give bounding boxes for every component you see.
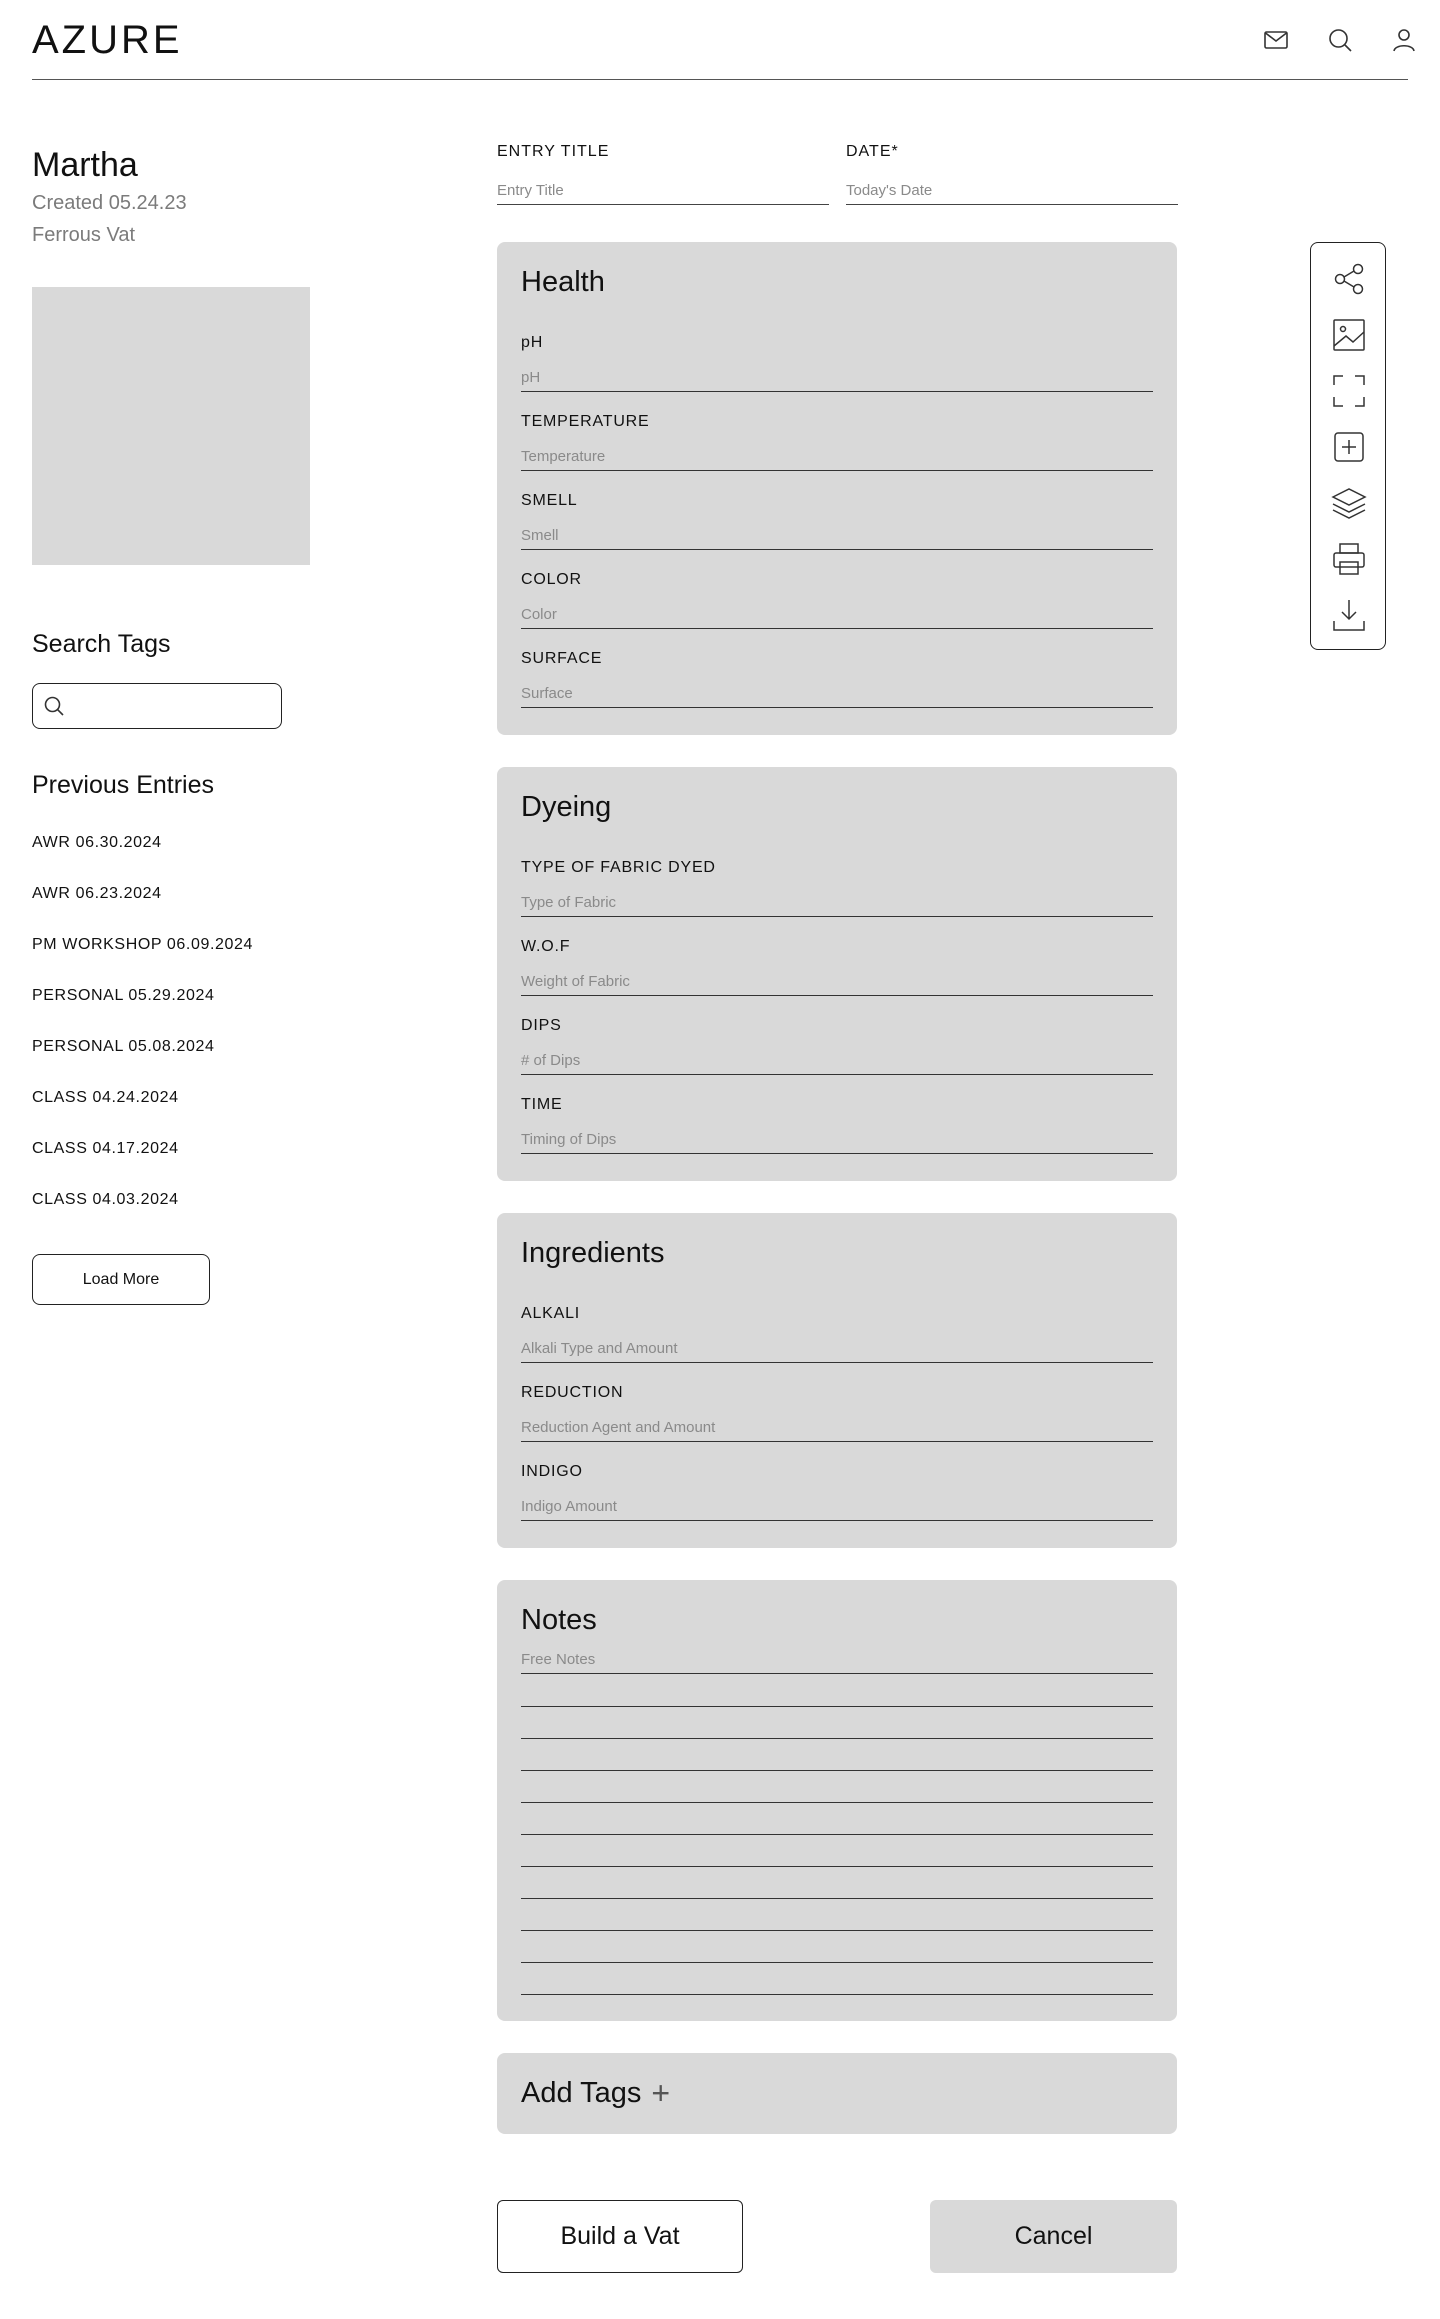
smell-label: SMELL [521,492,578,509]
date-input[interactable] [846,177,1178,205]
print-icon[interactable] [1331,541,1367,577]
search-tags-input[interactable] [73,690,273,722]
note-line[interactable] [521,1930,1153,1931]
note-line[interactable] [521,1802,1153,1803]
entry-link[interactable]: PERSONAL 05.08.2024 [32,1038,215,1055]
entry-link[interactable]: PM WORKSHOP 06.09.2024 [32,936,253,953]
entry-link[interactable]: AWR 06.23.2024 [32,885,162,902]
time-input[interactable] [521,1126,1153,1154]
notes-title: Notes [521,1604,597,1636]
fullscreen-icon[interactable] [1331,373,1367,409]
alkali-input[interactable] [521,1335,1153,1363]
image-icon[interactable] [1331,317,1367,353]
time-label: TIME [521,1096,563,1113]
mail-icon[interactable] [1262,26,1290,54]
temperature-label: TEMPERATURE [521,413,650,430]
notes-panel [497,1580,1177,2021]
wof-label: W.O.F [521,938,571,955]
date-field [846,143,1178,205]
add-icon[interactable] [1331,429,1367,465]
indigo-input[interactable] [521,1493,1153,1521]
note-line[interactable] [521,1962,1153,1963]
temperature-input[interactable] [521,443,1153,471]
add-tags-label: Add Tags [521,2077,642,2109]
dyeing-title: Dyeing [521,791,612,823]
note-line[interactable] [521,1706,1153,1707]
health-panel [497,242,1177,735]
profile-vat-type: Ferrous Vat [32,224,135,246]
layers-icon[interactable] [1331,485,1367,521]
dips-label: DIPS [521,1017,562,1034]
notes-input[interactable] [521,1646,1153,1674]
note-line[interactable] [521,1834,1153,1835]
smell-input[interactable] [521,522,1153,550]
ph-input[interactable] [521,364,1153,392]
entry-title-field [497,143,829,205]
profile-photo[interactable] [32,287,310,565]
ingredients-title: Ingredients [521,1237,665,1269]
wof-input[interactable] [521,968,1153,996]
note-line[interactable] [521,1866,1153,1867]
previous-entries-list [32,834,253,1242]
fabric-type-label: TYPE OF FABRIC DYED [521,859,716,876]
entry-link[interactable]: CLASS 04.03.2024 [32,1191,179,1208]
surface-label: SURFACE [521,650,603,667]
user-icon[interactable] [1390,26,1418,54]
logo[interactable]: AZURE [32,18,183,62]
note-line[interactable] [521,1770,1153,1771]
share-icon[interactable] [1331,261,1367,297]
ph-label: pH [521,334,544,351]
profile-name: Martha [32,146,138,184]
search-icon [43,695,65,717]
previous-entries-title: Previous Entries [32,771,215,799]
alkali-label: ALKALI [521,1305,581,1322]
profile-created: Created 05.24.23 [32,192,187,214]
build-vat-button[interactable]: Build a Vat [497,2200,743,2273]
color-label: COLOR [521,571,582,588]
health-title: Health [521,266,605,298]
search-tags-box[interactable] [32,683,282,729]
top-header [32,0,1408,80]
color-input[interactable] [521,601,1153,629]
reduction-input[interactable] [521,1414,1153,1442]
search-tags-title: Search Tags [32,630,171,658]
surface-input[interactable] [521,680,1153,708]
entry-link[interactable]: AWR 06.30.2024 [32,834,162,851]
download-icon[interactable] [1331,597,1367,633]
fabric-type-input[interactable] [521,889,1153,917]
note-line[interactable] [521,1994,1153,1995]
dyeing-panel [497,767,1177,1181]
add-tags-button[interactable] [521,2075,670,2112]
entry-link[interactable]: PERSONAL 05.29.2024 [32,987,215,1004]
side-toolbar [1310,242,1386,650]
reduction-label: REDUCTION [521,1384,624,1401]
search-icon[interactable] [1326,26,1354,54]
entry-title-input[interactable] [497,177,829,205]
dips-input[interactable] [521,1047,1153,1075]
indigo-label: INDIGO [521,1463,583,1480]
note-line[interactable] [521,1738,1153,1739]
plus-icon: + [651,2075,671,2111]
load-more-button[interactable]: Load More [32,1254,210,1305]
entry-link[interactable]: CLASS 04.17.2024 [32,1140,179,1157]
add-tags-panel [497,2053,1177,2134]
entry-link[interactable]: CLASS 04.24.2024 [32,1089,179,1106]
note-line[interactable] [521,1898,1153,1899]
cancel-button[interactable]: Cancel [930,2200,1177,2273]
entry-title-label: ENTRY TITLE [497,143,610,160]
ingredients-panel [497,1213,1177,1548]
date-label: DATE* [846,143,899,160]
